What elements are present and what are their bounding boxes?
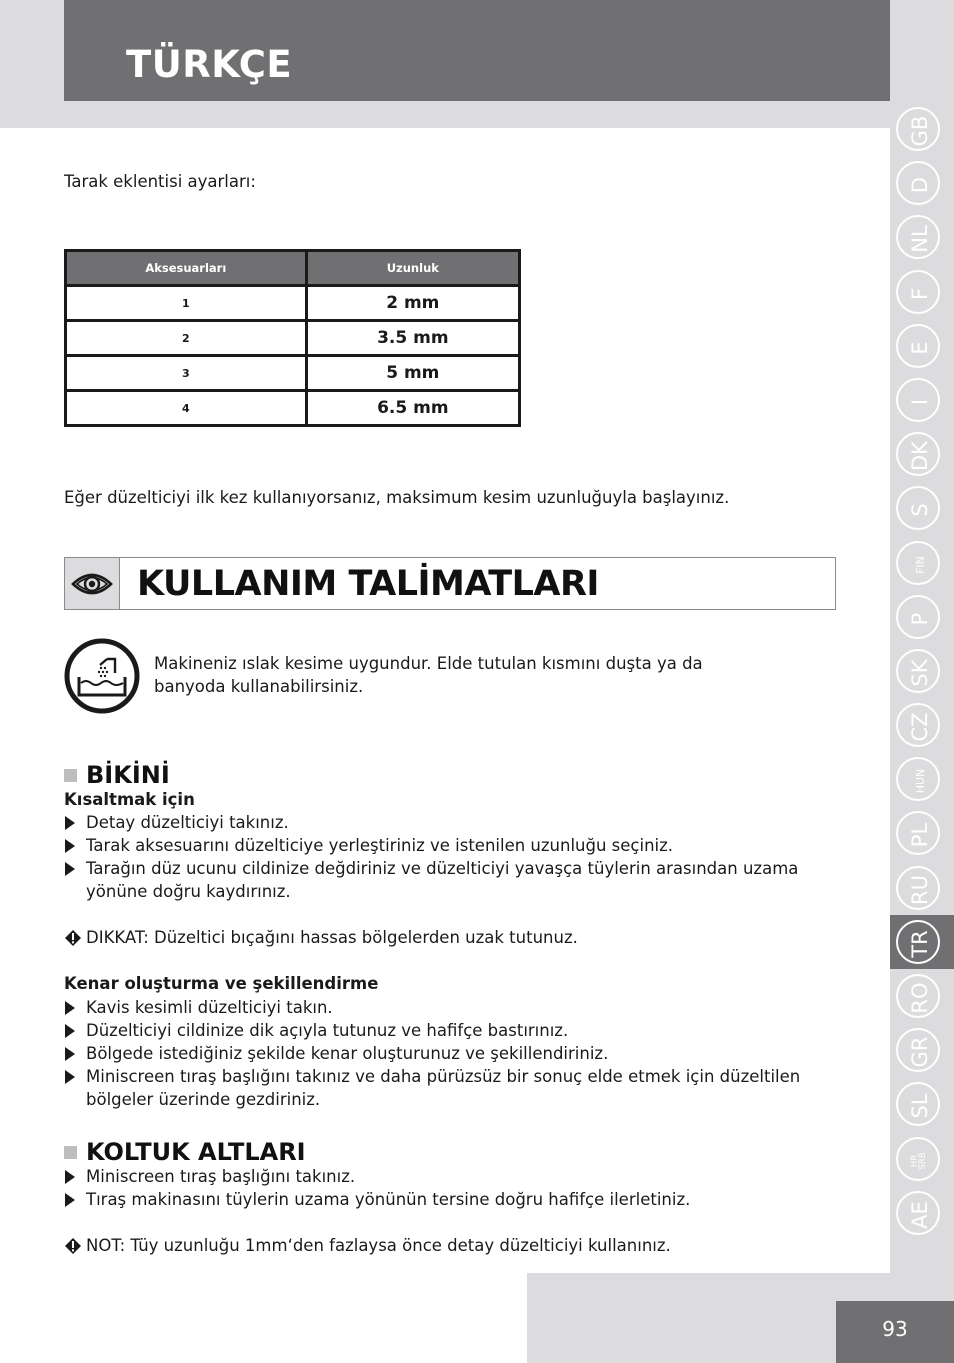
lang-tab-label: AE xyxy=(908,1200,932,1229)
lang-tab-e[interactable] xyxy=(890,319,954,373)
lang-tab-hun[interactable] xyxy=(890,752,954,806)
lang-tab-label: E xyxy=(908,341,932,355)
list-item xyxy=(64,1042,834,1065)
lang-tab-label: PL xyxy=(908,823,932,848)
lang-tab-fin[interactable] xyxy=(890,536,954,590)
lang-tab-circle xyxy=(896,974,940,1018)
lang-tab-label: GR xyxy=(908,1036,932,1068)
table-row xyxy=(66,391,520,426)
lang-tab-p[interactable] xyxy=(890,590,954,644)
accessory-cell: 4 xyxy=(66,391,307,426)
triangle-bullet-icon xyxy=(65,1170,75,1184)
lang-tab-label: D xyxy=(908,177,932,194)
lang-tab-circle xyxy=(896,649,940,693)
list-item xyxy=(64,811,834,834)
list-item xyxy=(64,1165,834,1188)
list-item xyxy=(64,834,834,857)
table-header-row xyxy=(66,251,520,286)
lang-tab-label: NL xyxy=(908,225,932,254)
triangle-bullet-icon xyxy=(65,839,75,853)
list-item xyxy=(64,1065,834,1111)
hair-length-note xyxy=(64,1234,671,1257)
step-text: Tarağın düz ucunu cildinize değdiriniz ve düzelticiyi yavaşça tüylerin arasından uzama yönüne doğru kaydırınız. xyxy=(86,859,799,901)
lang-tab-circle xyxy=(896,1028,940,1072)
lang-tab-sl[interactable] xyxy=(890,1077,954,1131)
lang-tab-circle xyxy=(896,1191,940,1235)
trim-steps xyxy=(64,811,834,903)
lang-tab-circle xyxy=(896,1137,940,1181)
step-text: Düzelticiyi cildinize dik açıyla tutunuz ve hafifçe bastırınız. xyxy=(86,1021,569,1040)
lang-tab-tr[interactable] xyxy=(890,915,954,969)
step-text: Kavis kesimli düzelticiyi takın. xyxy=(86,998,333,1017)
lang-tab-hr-srb[interactable] xyxy=(890,1132,954,1186)
triangle-bullet-icon xyxy=(65,862,75,876)
lang-tab-label: P xyxy=(908,612,932,626)
lang-tab-pl[interactable] xyxy=(890,806,954,860)
list-item xyxy=(64,1019,834,1042)
length-cell: 3.5 mm xyxy=(306,321,519,356)
step-text: Tarak aksesuarını düzelticiye yerleştiriniz ve istenilen uzunluğu seçiniz. xyxy=(86,836,674,855)
lang-tab-circle xyxy=(896,486,940,530)
lang-tab-i[interactable] xyxy=(890,373,954,427)
page-number: 93 xyxy=(882,1317,908,1341)
lang-tab-label: HR SRB xyxy=(910,1152,928,1170)
bikini-heading xyxy=(64,761,170,789)
triangle-bullet-icon xyxy=(65,1047,75,1061)
underarm-steps xyxy=(64,1165,834,1211)
shower-bath-icon xyxy=(63,637,141,715)
bikini-title: BİKİNİ xyxy=(86,761,170,789)
wet-use-line-2: banyoda kullanabilirsiniz. xyxy=(154,677,364,696)
lang-tab-circle xyxy=(896,920,940,964)
table-row xyxy=(66,321,520,356)
lang-tab-circle xyxy=(896,595,940,639)
list-item xyxy=(64,996,834,1019)
instructions-section-header xyxy=(64,557,836,610)
step-text: Miniscreen tıraş başlığını takınız ve daha pürüzsüz bir sonuç elde etmek için düzeltilen bölgeler üzerinde gezdiriniz. xyxy=(86,1067,801,1109)
lang-tab-circle xyxy=(896,432,940,476)
lang-tab-nl[interactable] xyxy=(890,210,954,264)
lang-tab-circle xyxy=(896,1082,940,1126)
length-cell: 2 mm xyxy=(306,286,519,321)
accessory-cell: 2 xyxy=(66,321,307,356)
lang-tab-circle xyxy=(896,811,940,855)
list-item xyxy=(64,857,834,903)
step-text: Tıraş makinasını tüylerin uzama yönünün tersine doğru hafifçe ilerletiniz. xyxy=(86,1190,691,1209)
lang-tab-circle xyxy=(896,107,940,151)
lang-tab-label: RU xyxy=(908,874,932,905)
lang-tab-label: S xyxy=(908,503,932,517)
table-row xyxy=(66,356,520,391)
triangle-bullet-icon xyxy=(65,816,75,830)
step-text: Bölgede istediğiniz şekilde kenar oluşturunuz ve şekillendiriniz. xyxy=(86,1044,609,1063)
instructions-title: KULLANIM TALİMATLARI xyxy=(137,564,599,604)
lang-tab-circle xyxy=(896,703,940,747)
caution-note xyxy=(64,926,578,949)
accessory-cell: 1 xyxy=(66,286,307,321)
warning-icon xyxy=(64,1237,82,1255)
lang-tab-circle xyxy=(896,324,940,368)
accessory-cell: 3 xyxy=(66,356,307,391)
lang-tab-label: SL xyxy=(908,1093,932,1119)
lang-tab-label: CZ xyxy=(908,712,932,742)
lang-tab-label: DK xyxy=(908,441,932,472)
square-bullet-icon xyxy=(64,769,77,782)
header-bar xyxy=(64,0,890,101)
table-row xyxy=(66,286,520,321)
lang-tab-label: RO xyxy=(908,982,932,1014)
page-title: TÜRKÇE xyxy=(126,43,293,86)
lang-tab-label: HUN xyxy=(913,768,927,794)
lang-tab-ae[interactable] xyxy=(890,1186,954,1240)
step-text: Detay düzelticiyi takınız. xyxy=(86,813,289,832)
underarm-title: KOLTUK ALTLARI xyxy=(86,1138,306,1166)
list-item xyxy=(64,1188,834,1211)
caution-text: DIKKAT: Düzeltici bıçağını hassas bölgelerden uzak tutunuz. xyxy=(86,928,578,947)
lang-tab-f[interactable] xyxy=(890,265,954,319)
length-cell: 5 mm xyxy=(306,356,519,391)
square-bullet-icon xyxy=(64,1146,77,1159)
edge-label: Kenar oluşturma ve şekillendirme xyxy=(64,974,379,993)
lang-tab-label: F xyxy=(908,287,932,300)
warning-icon xyxy=(64,929,82,947)
lang-tab-gb[interactable] xyxy=(890,102,954,156)
wet-use-text xyxy=(154,652,714,698)
page-number-box xyxy=(836,1301,954,1363)
step-text: Miniscreen tıraş başlığını takınız. xyxy=(86,1167,356,1186)
lang-tab-s[interactable] xyxy=(890,481,954,535)
lang-tab-circle xyxy=(896,541,940,585)
triangle-bullet-icon xyxy=(65,1024,75,1038)
lang-tab-circle xyxy=(896,270,940,314)
comb-settings-table xyxy=(64,249,521,427)
eye-icon xyxy=(65,558,120,609)
lang-tab-dk[interactable] xyxy=(890,427,954,481)
edge-steps xyxy=(64,996,834,1111)
lang-tab-ro[interactable] xyxy=(890,969,954,1023)
lang-tab-label: I xyxy=(908,398,932,406)
lang-tab-circle xyxy=(896,215,940,259)
comb-settings-label: Tarak eklentisi ayarları: xyxy=(64,172,256,191)
header-accessory: Aksesuarları xyxy=(66,251,307,286)
lang-tab-d[interactable] xyxy=(890,156,954,210)
lang-tab-label: GB xyxy=(908,115,932,147)
lang-tab-circle xyxy=(896,378,940,422)
lang-tab-circle xyxy=(896,161,940,205)
underarm-heading xyxy=(64,1138,306,1166)
first-use-note: Eğer düzelticiyi ilk kez kullanıyorsanız, maksimum kesim uzunluğuyla başlayınız. xyxy=(64,488,730,507)
lang-tab-label: FIN xyxy=(913,555,927,574)
lang-tab-label: SK xyxy=(908,659,932,687)
length-cell: 6.5 mm xyxy=(306,391,519,426)
trim-label: Kısaltmak için xyxy=(64,790,195,809)
lang-tab-cz[interactable] xyxy=(890,698,954,752)
note-text: NOT: Tüy uzunluğu 1mm‘den fazlaysa önce detay düzelticiyi kullanınız. xyxy=(86,1236,671,1255)
triangle-bullet-icon xyxy=(65,1001,75,1015)
header-length: Uzunluk xyxy=(306,251,519,286)
triangle-bullet-icon xyxy=(65,1070,75,1084)
lang-tab-sk[interactable] xyxy=(890,644,954,698)
triangle-bullet-icon xyxy=(65,1193,75,1207)
lang-tab-label: TR xyxy=(908,930,932,958)
lang-tab-circle xyxy=(896,757,940,801)
lang-tab-ru[interactable] xyxy=(890,861,954,915)
wet-use-line-1: Makineniz ıslak kesime uygundur. Elde tutulan kısmını duşta ya da xyxy=(154,654,703,673)
lang-tab-circle xyxy=(896,866,940,910)
lang-tab-gr[interactable] xyxy=(890,1023,954,1077)
language-tabs xyxy=(890,102,954,1240)
